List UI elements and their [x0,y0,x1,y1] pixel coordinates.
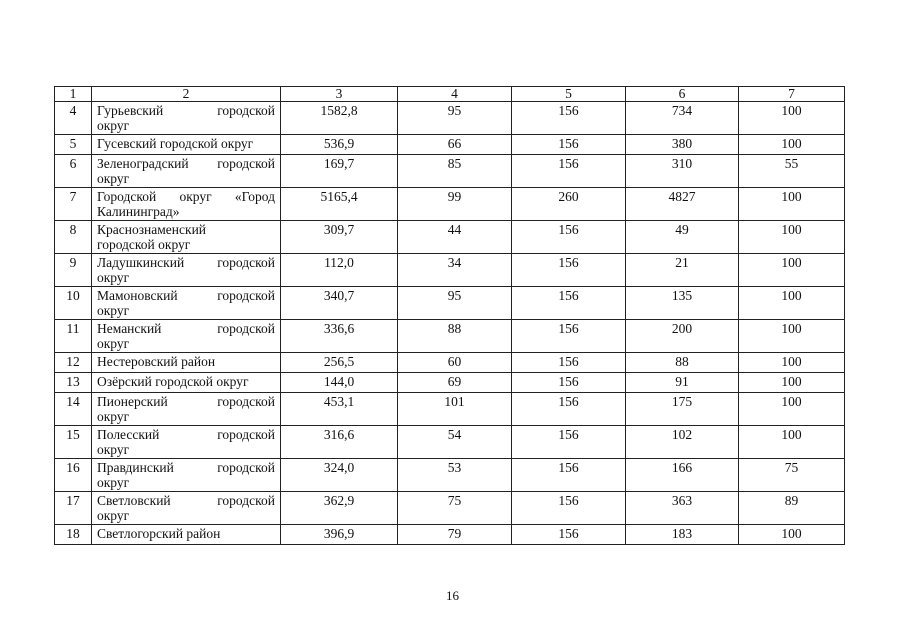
district-name-line-2: городской округ [97,237,191,252]
table-cell-c4: 88 [398,320,512,353]
table-cell-c5: 156 [512,353,626,373]
table-cell-n: 6 [55,155,92,188]
table-cell-c3: 316,6 [281,426,398,459]
table-cell-n: 10 [55,287,92,320]
table-cell-c5: 260 [512,188,626,221]
district-name-cell [92,373,281,393]
table-cell-c6: 734 [626,102,739,135]
district-name-line-1: Светловский городской [97,493,275,508]
table-cell-c6: 380 [626,135,739,155]
table-cell-c3: 112,0 [281,254,398,287]
table-cell-n: 15 [55,426,92,459]
table-cell-c4: 53 [398,459,512,492]
table-row [55,254,845,287]
table-cell-c7: 100 [739,373,845,393]
table-cell-c5: 156 [512,155,626,188]
table-cell-c3: 169,7 [281,155,398,188]
table-cell-c7: 100 [739,393,845,426]
table-row [55,492,845,525]
header-cell-1: 1 [55,87,92,102]
header-cell-3: 3 [281,87,398,102]
table-cell-n: 11 [55,320,92,353]
table-cell-c5: 156 [512,393,626,426]
table-cell-c6: 175 [626,393,739,426]
table-cell-c7: 100 [739,426,845,459]
district-name-line-1: Полесский городской [97,427,275,442]
table-cell-c4: 101 [398,393,512,426]
district-name-line-2: округ [97,508,130,523]
table-cell-c4: 85 [398,155,512,188]
table-cell-n: 8 [55,221,92,254]
district-name-cell [92,135,281,155]
table-row [55,287,845,320]
district-name-cell [92,525,281,545]
table-cell-c5: 156 [512,426,626,459]
table-cell-c4: 95 [398,102,512,135]
table-row [55,393,845,426]
table-cell-c5: 156 [512,492,626,525]
table-cell-c3: 256,5 [281,353,398,373]
table-cell-c6: 200 [626,320,739,353]
page-number: 16 [446,588,459,603]
table-cell-c7: 100 [739,102,845,135]
table-cell-c5: 156 [512,320,626,353]
table-cell-c6: 88 [626,353,739,373]
district-name-line-1: Правдинский городской [97,460,275,475]
table-cell-c6: 166 [626,459,739,492]
table-cell-c5: 156 [512,525,626,545]
district-name-line-1: Городской округ «Город [97,189,275,204]
table-cell-c6: 135 [626,287,739,320]
table-row [55,188,845,221]
table-cell-c4: 75 [398,492,512,525]
district-name-line-2: округ [97,171,130,186]
header-cell-7: 7 [739,87,845,102]
district-name-cell [92,393,281,426]
table-cell-c7: 55 [739,155,845,188]
district-name-line-1: Гурьевский городской [97,103,275,118]
table-cell-c3: 396,9 [281,525,398,545]
district-name-cell [92,426,281,459]
district-name-line-2: округ [97,336,130,351]
table-cell-c5: 156 [512,459,626,492]
table-row [55,221,845,254]
table-cell-c4: 79 [398,525,512,545]
table-cell-c3: 309,7 [281,221,398,254]
table-cell-c3: 362,9 [281,492,398,525]
table-cell-c5: 156 [512,221,626,254]
table-cell-c3: 5165,4 [281,188,398,221]
district-name-line-1: Краснознаменский [97,222,207,237]
district-name-cell [92,492,281,525]
table-cell-c4: 60 [398,353,512,373]
district-name-line-1: Мамоновский городской [97,288,275,303]
table-cell-c7: 100 [739,135,845,155]
table-cell-c5: 156 [512,373,626,393]
district-name-cell [92,221,281,254]
district-name-cell [92,287,281,320]
table-cell-c6: 183 [626,525,739,545]
table-cell-c6: 363 [626,492,739,525]
district-name-line-1: Нестеровский район [97,354,216,369]
table-cell-n: 13 [55,373,92,393]
table-cell-c4: 66 [398,135,512,155]
district-name-line-1: Озёрский городской округ [97,374,249,389]
table-cell-c4: 44 [398,221,512,254]
table-cell-c3: 340,7 [281,287,398,320]
table-body [55,87,845,545]
district-name-line-1: Гусевский городской округ [97,136,254,151]
table-cell-n: 12 [55,353,92,373]
district-name-cell [92,155,281,188]
table-cell-c6: 91 [626,373,739,393]
table-cell-c3: 536,9 [281,135,398,155]
district-name-cell [92,353,281,373]
table-cell-c7: 100 [739,254,845,287]
table-cell-c4: 34 [398,254,512,287]
table-cell-n: 17 [55,492,92,525]
header-cell-5: 5 [512,87,626,102]
table-row [55,135,845,155]
table-row [55,320,845,353]
table-cell-c6: 102 [626,426,739,459]
table-row [55,525,845,545]
table-cell-n: 16 [55,459,92,492]
district-name-line-1: Зеленоградский городской [97,156,275,171]
district-name-line-1: Ладушкинский городской [97,255,275,270]
table-cell-c4: 95 [398,287,512,320]
district-name-line-2: округ [97,303,130,318]
table-cell-c7: 100 [739,353,845,373]
district-name-cell [92,320,281,353]
table-cell-n: 7 [55,188,92,221]
table-cell-c6: 49 [626,221,739,254]
table-cell-c3: 453,1 [281,393,398,426]
table-row [55,155,845,188]
table-header-row [55,87,845,102]
table-cell-n: 14 [55,393,92,426]
district-name-line-1: Пионерский городской [97,394,275,409]
table-row [55,426,845,459]
table-cell-c3: 1582,8 [281,102,398,135]
table-cell-c3: 324,0 [281,459,398,492]
table-cell-c4: 99 [398,188,512,221]
table-cell-n: 5 [55,135,92,155]
table-cell-n: 18 [55,525,92,545]
header-cell-2: 2 [92,87,281,102]
table-cell-c6: 4827 [626,188,739,221]
district-name-line-1: Светлогорский район [97,526,221,541]
table-cell-c7: 100 [739,188,845,221]
table-row [55,373,845,393]
district-name-line-1: Неманский городской [97,321,275,336]
table-cell-c5: 156 [512,254,626,287]
table-cell-c5: 156 [512,287,626,320]
table-cell-n: 9 [55,254,92,287]
table-cell-c6: 310 [626,155,739,188]
header-cell-6: 6 [626,87,739,102]
table-cell-c7: 89 [739,492,845,525]
table-cell-c7: 75 [739,459,845,492]
data-table [54,86,845,545]
table-cell-c3: 144,0 [281,373,398,393]
table-cell-c7: 100 [739,320,845,353]
table-row [55,353,845,373]
district-name-cell [92,254,281,287]
district-name-line-2: округ [97,409,130,424]
header-cell-4: 4 [398,87,512,102]
table-row [55,459,845,492]
district-name-line-2: округ [97,475,130,490]
district-name-line-2: Калининград» [97,204,180,219]
district-name-line-2: округ [97,442,130,457]
table-cell-c7: 100 [739,221,845,254]
table-cell-c7: 100 [739,287,845,320]
district-name-line-2: округ [97,118,130,133]
district-name-cell [92,459,281,492]
table-cell-c6: 21 [626,254,739,287]
district-name-cell [92,102,281,135]
table-cell-c5: 156 [512,135,626,155]
table-cell-c5: 156 [512,102,626,135]
table-cell-n: 4 [55,102,92,135]
table-cell-c7: 100 [739,525,845,545]
table-cell-c4: 69 [398,373,512,393]
table-cell-c3: 336,6 [281,320,398,353]
table-cell-c4: 54 [398,426,512,459]
district-name-cell [92,188,281,221]
table-row [55,102,845,135]
district-name-line-2: округ [97,270,130,285]
